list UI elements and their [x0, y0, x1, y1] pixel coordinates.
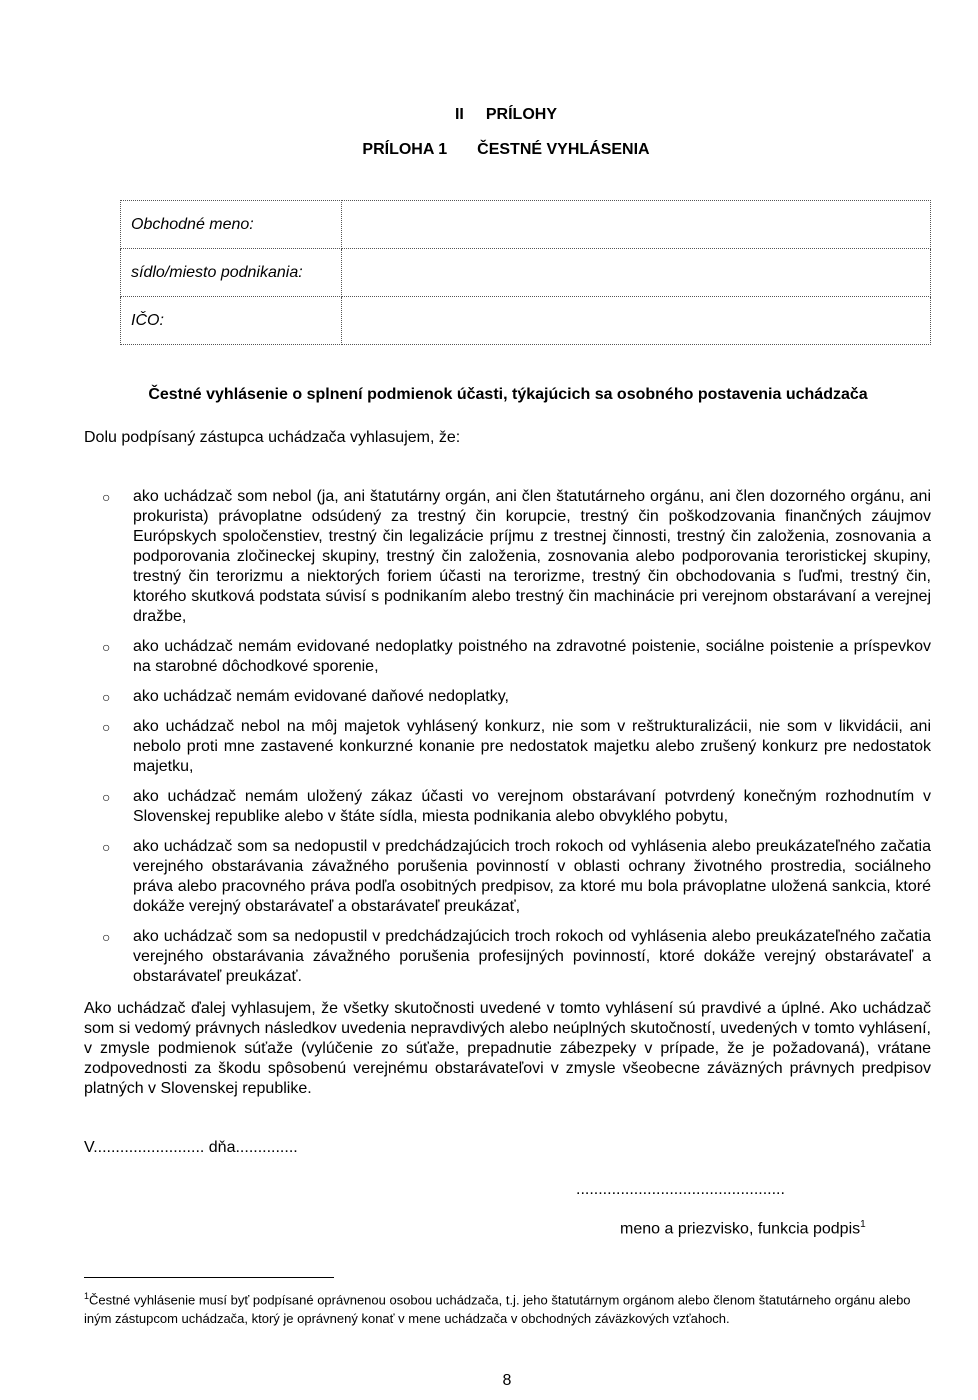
footnote-ref: 1	[860, 1219, 866, 1230]
closing-paragraph: Ako uchádzač ďalej vyhlasujem, že všetky skutočnosti uvedené v tomto vyhlásení sú pravdivé a úplné. Ako uchádzač som si vedomý právnych následkov uvedenia nepravdivých alebo neúplných skutočností, uvedených v tomto vyhlásení, v zmysle podmienok súťaže (vylúčenie zo súťaže, prepadnutie zábezpeky v prípade, že je požadovaná), vrátane zodpovednosti za škodu spôsobenú verejnému obstarávateľovi v zmysle všeobecne záväzných právnych predpisov platných v Slovenskej republike.	[84, 1000, 931, 1097]
footnote-text: Čestné vyhlásenie musí byť podpísané oprávnenou osobou uchádzača, t.j. jeho štatutárnym orgánom alebo členom štatutárneho orgánu alebo iným zástupcom uchádzača, ktorý je oprávnený konať v mene uchádzača v obchodných záväzkových vzťahoch.	[84, 1292, 911, 1327]
circle-bullet-icon: ○	[102, 839, 111, 855]
page-number: 8	[502, 1372, 512, 1389]
circle-bullet-icon: ○	[102, 719, 111, 735]
list-item	[84, 487, 931, 627]
circle-bullet-icon: ○	[102, 489, 111, 505]
list-item-text: ako uchádzač som sa nedopustil v predchádzajúcich troch rokoch od vyhlásenia alebo preukázateľného začatia verejného obstarávania závažného porušenia povinností v oblasti ochrany životného prostredia, sociálneho práva alebo pracovného práva podľa osobitných predpisov, za ktoré mu bola právoplatne uložená sankcia, ktoré dokáže verejný obstarávateľ a obstarávateľ preukázať,	[133, 838, 931, 915]
circle-bullet-icon: ○	[102, 789, 111, 805]
signature-line: ...............................................	[576, 1181, 785, 1198]
annex-title: ČESTNÉ VYHLÁSENIA	[477, 141, 650, 158]
list-item	[84, 687, 931, 707]
company-name-label: Obchodné meno:	[121, 201, 342, 249]
list-item	[84, 717, 931, 777]
table-row	[121, 249, 931, 297]
address-label: sídlo/miesto podnikania:	[121, 249, 342, 297]
declaration-intro: Dolu podpísaný zástupca uchádzača vyhlasujem, že:	[84, 429, 461, 446]
list-item-text: ako uchádzač nebol na môj majetok vyhlásený konkurz, nie som v reštrukturalizácii, nie som v likvidácii, ani nebolo proti mne zastavené konkurzné konanie pre nedostatok majetku alebo zrušený konkurz pre nedostatok majetku,	[133, 718, 931, 775]
table-row	[121, 201, 931, 249]
list-item-text: ako uchádzač nemám uložený zákaz účasti vo verejnom obstarávaní potvrdený konečným rozhodnutím v Slovenskej republike alebo v štáte sídla, miesta podnikania alebo obvyklého pobytu,	[133, 788, 931, 825]
table-row	[121, 297, 931, 345]
footnote	[84, 1287, 932, 1328]
signature-label-text: meno a priezvisko, funkcia podpis	[620, 1220, 861, 1238]
declaration-list	[84, 487, 931, 997]
footnote-divider	[84, 1277, 334, 1278]
annex-number: PRÍLOHA 1	[362, 141, 448, 158]
circle-bullet-icon: ○	[102, 639, 111, 655]
place-date-line: V......................... dňa..............	[84, 1139, 298, 1156]
circle-bullet-icon: ○	[102, 929, 111, 945]
company-info-table	[120, 200, 931, 345]
section-title: PRÍLOHY	[485, 106, 557, 123]
section-number: II	[454, 106, 464, 123]
annex-heading	[0, 141, 978, 159]
address-field[interactable]	[342, 249, 931, 297]
list-item-text: ako uchádzač som sa nedopustil v predchádzajúcich troch rokoch od vyhlásenia alebo preukázateľného začatia verejného obstarávania závažného porušenia profesijných povinností, ktoré dokáže verejný obstarávateľ a obstarávateľ preukázať.	[133, 928, 931, 985]
list-item	[84, 787, 931, 827]
footnote-marker: 1	[84, 1291, 90, 1301]
declaration-title: Čestné vyhlásenie o splnení podmienok účasti, týkajúcich sa osobného postavenia uchádzača	[148, 386, 868, 403]
ico-field[interactable]	[342, 297, 931, 345]
company-name-field[interactable]	[342, 201, 931, 249]
ico-label: IČO:	[121, 297, 342, 345]
list-item	[84, 927, 931, 987]
list-item	[84, 837, 931, 917]
section-heading	[0, 106, 978, 124]
list-item	[84, 637, 931, 677]
signature-label	[620, 1219, 866, 1238]
circle-bullet-icon: ○	[102, 689, 111, 705]
list-item-text: ako uchádzač nemám evidované daňové nedoplatky,	[133, 688, 509, 705]
list-item-text: ako uchádzač som nebol (ja, ani štatutárny orgán, ani člen štatutárneho orgánu, ani člen dozorného orgánu, ani prokurista) právoplatne odsúdený za trestný čin korupcie, trestný čin poškodzovania finančných záujmov Európskych spoločenstiev, trestný čin legalizácie príjmu z trestnej činnosti, trestný čin založenia, zosnovania a podporovania zločineckej skupiny, trestný čin založenia, zosnovania alebo podporovania teroristickej skupiny, trestný čin terorizmu a niektorých foriem účasti na terorizme, trestný čin obchodovania s ľuďmi, trestný čin, ktorého skutková podstata súvisí s podnikaním alebo trestný čin machinácie pri verejnom obstarávaní a verejnej dražbe,	[133, 488, 931, 625]
list-item-text: ako uchádzač nemám evidované nedoplatky poistného na zdravotné poistenie, sociálne poistenie a príspevkov na starobné dôchodkové sporenie,	[133, 638, 931, 675]
